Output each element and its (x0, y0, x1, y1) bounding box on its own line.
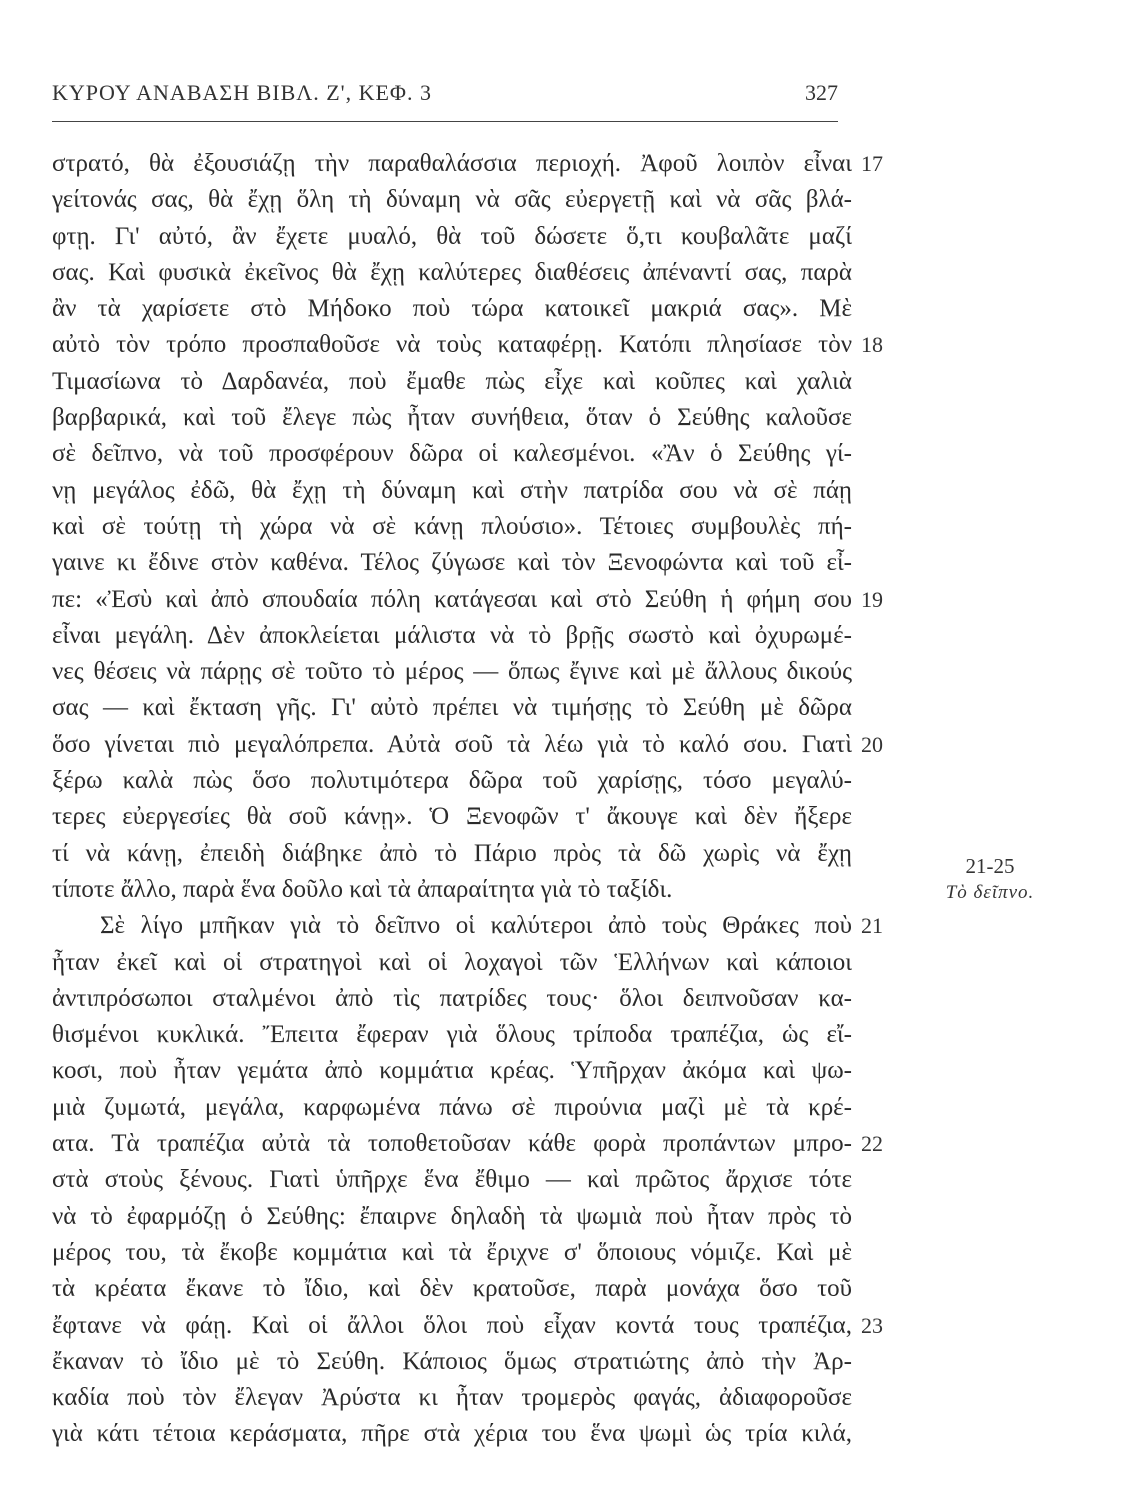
text-line-content: σὲ δεῖπνο, νὰ τοῦ προσφέρουν δῶρα οἱ καλεσμένοι. «Ἂν ὁ Σεύθης γί- (52, 440, 852, 468)
text-line-content: αὐτὸ τὸν τρόπο προσπαθοῦσε νὰ τοὺς καταφέρῃ. Κατόπι πλησίασε τὸν (52, 331, 852, 359)
text-line (52, 473, 852, 509)
text-line-content: ατα. Τὰ τραπέζια αὐτὰ τὰ τοποθετοῦσαν κάθε φορὰ προπάντων μπρο- (52, 1130, 852, 1158)
text-line-content: τερες εὐεργεσίες θὰ σοῦ κάνῃ». Ὁ Ξενοφῶν τ' ἄκουγε καὶ δὲν ἤξερε (52, 803, 852, 831)
text-line-content: ἦταν ἐκεῖ καὶ οἱ στρατηγοὶ καὶ οἱ λοχαγοὶ τῶν Ἑλλήνων καὶ κάποιοι (52, 948, 852, 976)
margin-note (920, 852, 1060, 906)
section-number: 19 (861, 586, 883, 612)
text-line (52, 1126, 883, 1162)
text-line (52, 618, 852, 654)
text-line (52, 291, 852, 327)
text-line-content: νὰ τὸ ἐφαρμόζῃ ὁ Σεύθης: ἔπαιρνε δηλαδὴ τὰ ψωμιὰ ποὺ ἦταν πρὸς τὸ (52, 1202, 852, 1230)
text-line-content: τί νὰ κάνῃ, ἐπειδὴ διάβηκε ἀπὸ τὸ Πάριο πρὸς τὰ δῶ χωρὶς νὰ ἔχῃ (52, 839, 852, 867)
text-line (52, 1017, 852, 1053)
text-line-content: τίποτε ἄλλο, παρὰ ἕνα δοῦλο καὶ τὰ ἀπαραίτητα γιὰ τὸ ταξίδι. (52, 875, 673, 903)
section-number: 18 (861, 332, 883, 358)
text-line-content: κοσι, ποὺ ἦταν γεμάτα ἀπὸ κομμάτια κρέας. Ὑπῆρχαν ἀκόμα καὶ ψω- (52, 1057, 852, 1085)
body-text (52, 146, 883, 1453)
text-line (52, 582, 883, 618)
text-line (52, 1308, 883, 1344)
text-line-content: μιὰ ζυμωτά, μεγάλα, καρφωμένα πάνω σὲ πιρούνια μαζὶ μὲ τὰ κρέ- (52, 1093, 852, 1121)
text-line-content: γαινε κι ἔδινε στὸν καθένα. Τέλος ζύγωσε καὶ τὸν Ξενοφώντα καὶ τοῦ εἶ- (52, 549, 852, 577)
text-line (52, 690, 852, 726)
text-line (52, 545, 852, 581)
text-line (52, 327, 883, 363)
text-line-content: Σὲ λίγο μπῆκαν γιὰ τὸ δεῖπνο οἱ καλύτεροι ἀπὸ τοὺς Θράκες ποὺ (100, 912, 852, 940)
text-line (52, 1344, 852, 1380)
text-line (52, 1380, 852, 1416)
text-line-content: θισμένοι κυκλικά. Ἔπειτα ἔφεραν γιὰ ὅλους τρίποδα τραπέζια, ὡς εἴ- (52, 1021, 852, 1049)
text-line (52, 1271, 852, 1307)
text-line (52, 1053, 852, 1089)
text-line (52, 799, 852, 835)
text-line (52, 763, 852, 799)
text-line-content: νες θέσεις νὰ πάρῃς σὲ τοῦτο τὸ μέρος — ὅπως ἔγινε καὶ μὲ ἄλλους δικούς (52, 658, 852, 686)
text-line (52, 727, 883, 763)
text-line-content: ἔφτανε νὰ φάῃ. Καὶ οἱ ἄλλοι ὅλοι ποὺ εἶχαν κοντά τους τραπέζια, (52, 1311, 852, 1339)
text-line-content: καδία ποὺ τὸν ἔλεγαν Ἀρύστα κι ἦταν τρομερὸς φαγάς, ἀδιαφοροῦσε (52, 1384, 852, 1412)
text-line (52, 509, 852, 545)
text-line-content: Τιμασίωνα τὸ Δαρδανέα, ποὺ ἔμαθε πὼς εἶχε καὶ κοῦπες καὶ χαλιὰ (52, 367, 852, 395)
text-line-content: ἔκαναν τὸ ἴδιο μὲ τὸ Σεύθη. Κάποιος ὅμως στρατιώτης ἀπὸ τὴν Ἀρ- (52, 1347, 852, 1375)
text-line (52, 1235, 852, 1271)
text-line (52, 219, 852, 255)
section-number: 23 (861, 1312, 883, 1338)
text-line-content: φτῃ. Γι' αὐτό, ἂν ἔχετε μυαλό, θὰ τοῦ δώσετε ὅ,τι κουβαλᾶτε μαζί (52, 222, 852, 250)
text-line-content: ὅσο γίνεται πιὸ μεγαλόπρεπα. Αὐτὰ σοῦ τὰ λέω γιὰ τὸ καλό σου. Γιατὶ (52, 730, 852, 758)
text-line-content: πε: «Ἐσὺ καὶ ἀπὸ σπουδαία πόλη κατάγεσαι καὶ στὸ Σεύθη ἡ φήμη σου (52, 585, 852, 613)
text-line-content: σας. Καὶ φυσικὰ ἐκεῖνος θὰ ἔχῃ καλύτερες διαθέσεις ἀπέναντί σας, παρὰ (52, 258, 852, 286)
text-line (52, 908, 883, 944)
text-line (52, 1090, 852, 1126)
text-line-content: ἂν τὰ χαρίσετε στὸ Μήδοκο ποὺ τώρα κατοικεῖ μακριά σας». Μὲ (52, 295, 852, 323)
text-line-content: νῃ μεγάλος ἐδῶ, θὰ ἔχῃ τὴ δύναμη καὶ στὴν πατρίδα σου νὰ σὲ πάῃ (52, 476, 852, 504)
text-line-content: ξέρω καλὰ πὼς ὅσο πολυτιμότερα δῶρα τοῦ χαρίσῃς, τόσο μεγαλύ- (52, 767, 852, 795)
section-number: 20 (861, 731, 883, 757)
text-line (52, 364, 852, 400)
text-line (52, 654, 852, 690)
text-line (52, 1199, 852, 1235)
text-line-content: ἀντιπρόσωποι σταλμένοι ἀπὸ τὶς πατρίδες τους· ὅλοι δειπνοῦσαν κα- (52, 984, 852, 1012)
text-line-content: εἶναι μεγάλη. Δὲν ἀποκλείεται μάλιστα νὰ τὸ βρῇς σωστὸ καὶ ὀχυρωμέ- (52, 621, 852, 649)
margin-note-range: 21-25 (965, 854, 1015, 878)
page-number: 327 (805, 80, 838, 105)
text-line (52, 182, 852, 218)
text-line-content: καὶ σὲ τούτῃ τὴ χώρα νὰ σὲ κάνῃ πλούσιο». Τέτοιες συμβουλὲς πή- (52, 512, 852, 540)
text-line-content: βαρβαρικά, καὶ τοῦ ἔλεγε πὼς ἦταν συνήθεια, ὅταν ὁ Σεύθης καλοῦσε (52, 404, 852, 432)
text-line-content: σας — καὶ ἔκταση γῆς. Γι' αὐτὸ πρέπει νὰ τιμήσῃς τὸ Σεύθη μὲ δῶρα (52, 694, 852, 722)
running-header (52, 80, 838, 114)
text-line-content: μέρος του, τὰ ἔκοβε κομμάτια καὶ τὰ ἔριχνε σ' ὅποιους νόμιζε. Καὶ μὲ (52, 1238, 852, 1266)
text-line (52, 1416, 852, 1452)
margin-note-title: Τὸ δεῖπνο. (945, 882, 1035, 903)
text-line-content: γιὰ κάτι τέτοια κεράσματα, πῆρε στὰ χέρια του ἕνα ψωμὶ ὡς τρία κιλά, (52, 1420, 852, 1448)
section-number: 17 (861, 151, 883, 176)
text-line (52, 836, 852, 872)
text-line (52, 436, 852, 472)
header-rule (52, 121, 838, 122)
text-line-content: στὰ στοὺς ξένους. Γιατὶ ὑπῆρχε ἕνα ἔθιμο — καὶ πρῶτος ἄρχισε τότε (52, 1166, 852, 1194)
text-line-content: τὰ κρέατα ἔκανε τὸ ἴδιο, καὶ δὲν κρατοῦσε, παρὰ μονάχα ὅσο τοῦ (52, 1275, 852, 1303)
text-line (52, 1162, 852, 1198)
text-line (52, 945, 852, 981)
text-line (52, 146, 883, 182)
text-line (52, 255, 852, 291)
section-number: 21 (861, 913, 883, 939)
text-line-content: γείτονάς σας, θὰ ἔχῃ ὅλη τὴ δύναμη νὰ σᾶς εὐεργετῇ καὶ νὰ σᾶς βλά- (52, 186, 852, 214)
running-title: ΚΥΡΟΥ ΑΝΑΒΑΣΗ ΒΙΒΛ. Ζ', ΚΕΦ. 3 (52, 80, 433, 105)
text-line-content: στρατό, θὰ ἐξουσιάζῃ τὴν παραθαλάσσια περιοχή. Ἀφοῦ λοιπὸν εἶναι (52, 150, 852, 177)
text-line (52, 400, 852, 436)
text-line (52, 981, 852, 1017)
section-number: 22 (861, 1131, 883, 1157)
text-line (52, 872, 852, 908)
